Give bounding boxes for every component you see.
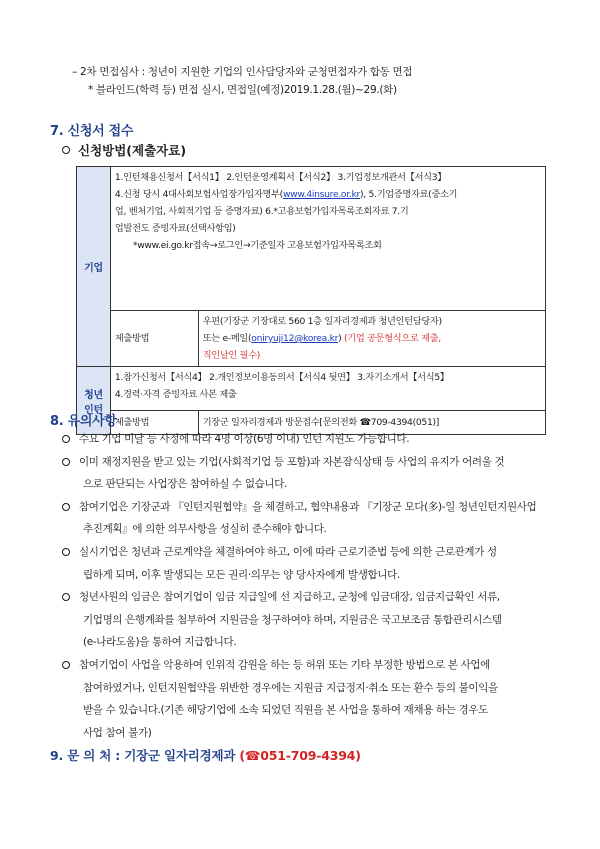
note-line: 립하게 되며, 이후 발생되는 모든 권리·의무는 양 당사자에게 발생합니다. [83,568,400,581]
youth-docs-line: 1.참가신청서【서식4】 2.개인정보이용동의서【서식4 뒷면】 3.자기소개서【서식5】 [114,372,449,383]
method-warning: (기업 공문형식으로 제출, [341,333,441,344]
company-label: 기업 [77,167,111,367]
company-docs-note: *www.ei.go.kr접속→로그인→기준일자 고용보험가입자목록조회 [132,240,382,251]
note-line: 받을 수 있습니다.(기존 해당기업에 소속 되었던 직원을 본 사업을 통하여 재채용 하는 경우도 [83,704,488,717]
circle-bullet-icon [62,593,70,601]
company-docs-line: 1.인턴채용신청서【서식1】 2.인턴운영계획서【서식2】 3.기업정보개관서【서식3】 [114,172,447,183]
email-link[interactable]: oniryuji12@korea.kr [251,333,339,344]
notes-list [62,428,562,744]
youth-label-line: 인턴 [84,404,103,416]
note-line: 기업명의 은행계좌를 첨부하여 지원금을 청구하여야 하며, 지원금은 국고보조금 통합관리시스템 [83,613,502,626]
interview-stage2-line: – 2차 면접심사 : 청년이 지원한 기업의 인사담당자와 군청면접자가 합동 면접 [72,66,413,78]
circle-bullet-icon [62,435,70,443]
note-line: 참여기업이 사업을 악용하여 인위적 감원을 하는 등 허위 또는 기타 부정한 방법으로 본 사업에 [79,658,490,671]
youth-method-text: 기장군 일자리경제과 방문접수[문의전화 ☎709-4394(051)] [198,411,545,435]
note-item [62,541,562,586]
note-line: (e-나라도움)을 통하여 지급합니다. [83,636,237,649]
company-docs-line: 업발전도 증빙자료(선택사항임) [114,223,236,234]
circle-bullet-icon [62,458,70,466]
method-text: ) [338,333,342,344]
section9-contact [50,746,361,764]
section7-heading: 7. 신청서 접수 [50,124,134,139]
youth-docs-cell [110,367,545,411]
method-line [203,330,541,347]
blind-interview-line: * 블라인드(학력 등) 면접 실시, 면접일(예정)2019.1.28.(월)~29.(화) [88,84,397,96]
method-line: 우편(기장군 기장대로 560 1층 일자리경제과 청년인턴담당자) [202,316,442,327]
company-docs-line [115,186,541,203]
submission-table [76,166,546,435]
circle-bullet-icon [62,661,70,669]
note-line: 참여기업은 기장군과 『인턴지원협약』을 체결하고, 협약내용과 『기장군 모다(多)-일 청년인턴지원사업 [79,500,537,513]
note-line: 이미 재정지원을 받고 있는 기업(사회적기업 등 포함)과 자본잠식상태 등 사업의 유지가 어려울 것 [79,455,505,468]
note-line: 참여하였거나, 인턴지원협약을 위반한 경우에는 지원금 지급정지·취소 또는 환수 등의 불이익을 [83,681,498,694]
note-item [62,428,562,451]
youth-docs-line: 4.경력·자격 증빙자료 사본 제출 [114,389,237,400]
note-item [62,451,562,496]
note-line: 청년사원의 임금은 참여기업이 임금 지급일에 선 지급하고, 군청에 임금대장, 임금지급확인 서류, [79,591,500,604]
company-docs-cell [110,167,545,311]
note-line: 으로 판단되는 사업장은 참여하실 수 없습니다. [83,478,287,491]
method-warning: 직인날인 필수) [202,350,261,361]
youth-method-label: 제출방법 [110,411,198,435]
section7-subheading [62,141,186,159]
subheading-text: 신청방법(제출자료) [78,143,187,158]
note-item [62,586,562,654]
note-line: 추진계획』에 의한 의무사항을 성실히 준수해야 합니다. [83,523,327,536]
insure-link[interactable]: www.4insure.or.kr [282,189,361,200]
docs-text: 4.신청 당시 4대사회보험사업장가입자명부( [114,189,283,200]
note-item [62,654,562,744]
circle-bullet-icon [62,146,70,154]
youth-label-line: 청년 [84,389,103,401]
docs-text: ), 5.기업증명자료(중소기 [360,189,458,200]
company-docs-line: 업, 벤처기업, 사회적기업 등 증명자료) 6.*고용보험가입자목록조회자료 7.기 [114,206,409,217]
company-method-label: 제출방법 [110,311,198,367]
section8-heading: 8. 유의사항 [50,414,117,429]
contact-phone: (☎051-709-4394) [239,748,361,763]
method-text: 또는 e-메일( [202,333,252,344]
note-line: 수요 기업 미달 등 사정에 따라 4명 이상(6명 이내) 인턴 지원도 가능합니다. [79,433,410,445]
note-line: 실시기업은 청년과 근로계약을 체결하여야 하고, 이에 따라 근로기준법 등에 의한 근로관계가 성 [79,545,497,558]
note-item [62,496,562,541]
contact-text: 9. 문 의 처 : 기장군 일자리경제과 [50,748,240,763]
circle-bullet-icon [62,548,70,556]
company-method-cell [198,311,545,367]
note-line: 사업 참여 불가) [83,726,152,739]
circle-bullet-icon [62,503,70,511]
